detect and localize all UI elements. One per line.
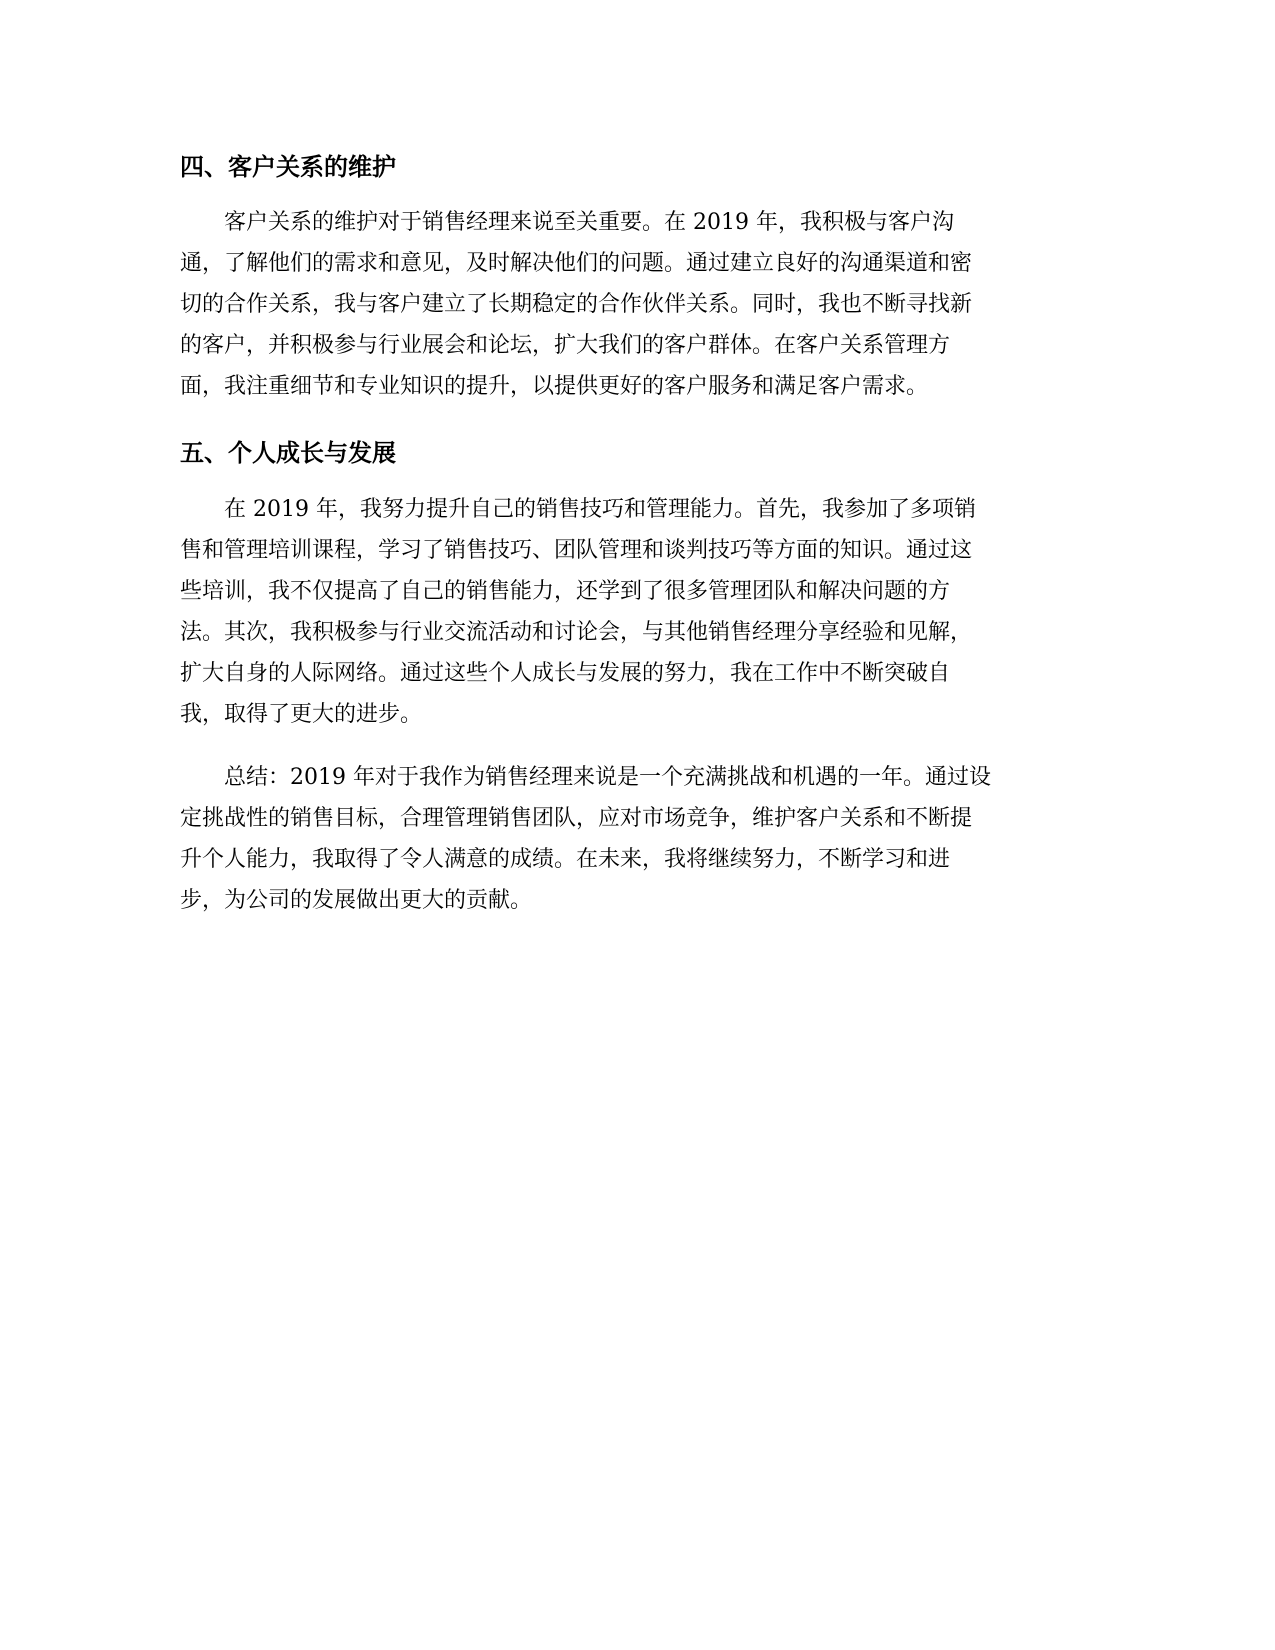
text-line: 售和管理培训课程，学习了销售技巧、团队管理和谈判技巧等方面的知识。通过这 (180, 538, 973, 563)
text-line: 升个人能力，我取得了令人满意的成绩。在未来，我将继续努力，不断学习和进 (180, 847, 951, 872)
text-line: 步，为公司的发展做出更大的贡献。 (180, 888, 533, 913)
text-line: 切的合作关系，我与客户建立了长期稳定的合作伙伴关系。同时，我也不断寻找新 (180, 292, 973, 317)
text-line: 客户关系的维护对于销售经理来说至关重要。在 2019 年，我积极与客户沟 (224, 210, 954, 235)
text-line: 些培训，我不仅提高了自己的销售能力，还学到了很多管理团队和解决问题的方 (180, 579, 951, 604)
text-line: 扩大自身的人际网络。通过这些个人成长与发展的努力，我在工作中不断突破自 (180, 661, 951, 686)
section-heading-personal-growth: 五、个人成长与发展 (180, 439, 396, 467)
text-line: 总结：2019 年对于我作为销售经理来说是一个充满挑战和机遇的一年。通过设 (224, 765, 991, 790)
text-line: 通，了解他们的需求和意见，及时解决他们的问题。通过建立良好的沟通渠道和密 (180, 251, 973, 276)
section-heading-customer-relations: 四、客户关系的维护 (180, 153, 396, 181)
text-line: 的客户，并积极参与行业展会和论坛，扩大我们的客户群体。在客户关系管理方 (180, 333, 951, 358)
paragraph-personal-growth (180, 489, 976, 735)
text-line: 法。其次，我积极参与行业交流活动和讨论会，与其他销售经理分享经验和见解， (180, 620, 973, 645)
paragraph-customer-relations (180, 202, 972, 407)
paragraph-summary (180, 757, 991, 921)
text-line: 在 2019 年，我努力提升自己的销售技巧和管理能力。首先，我参加了多项销 (224, 497, 976, 522)
text-line: 我，取得了更大的进步。 (180, 702, 423, 727)
text-line: 面，我注重细节和专业知识的提升，以提供更好的客户服务和满足客户需求。 (180, 374, 929, 399)
text-line: 定挑战性的销售目标，合理管理销售团队，应对市场竞争，维护客户关系和不断提 (180, 806, 973, 831)
